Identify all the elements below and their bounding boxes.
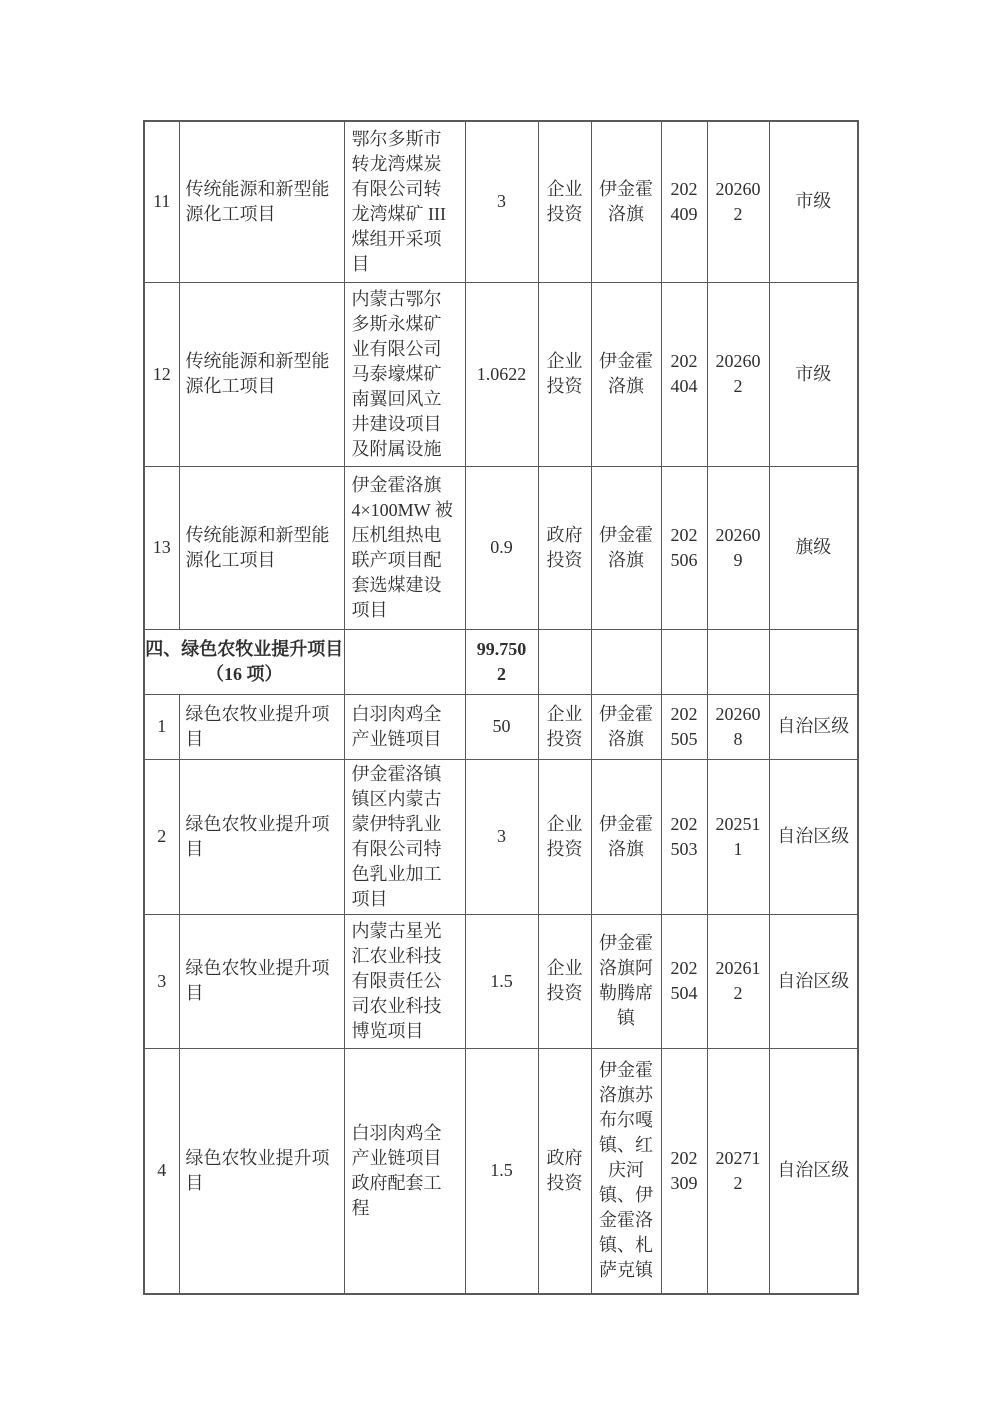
section-header-row [144, 629, 858, 694]
project-name-cell: 白羽肉鸡全产业链项目 [344, 694, 465, 759]
category-cell: 传统能源和新型能源化工项目 [179, 121, 344, 282]
investment-type-cell: 企业投资 [538, 914, 591, 1048]
project-name-cell: 伊金霍洛镇镇区内蒙古蒙伊特乳业有限公司特色乳业加工项目 [344, 759, 465, 914]
investment-type-cell: 企业投资 [538, 759, 591, 914]
end-date-cell: 202602 [707, 282, 769, 466]
amount-cell: 3 [465, 121, 538, 282]
empty-cell [591, 629, 661, 694]
level-cell: 自治区级 [769, 759, 858, 914]
end-date-cell: 202511 [707, 759, 769, 914]
project-name-cell: 内蒙古星光汇农业科技有限责任公司农业科技博览项目 [344, 914, 465, 1048]
location-cell: 伊金霍洛旗苏布尔嘎镇、红庆河镇、伊金霍洛镇、札萨克镇 [591, 1048, 661, 1294]
location-cell: 伊金霍洛旗 [591, 282, 661, 466]
start-date-cell: 202309 [661, 1048, 707, 1294]
investment-type-cell: 企业投资 [538, 694, 591, 759]
amount-cell: 1.5 [465, 1048, 538, 1294]
end-date-cell: 202608 [707, 694, 769, 759]
category-cell: 绿色农牧业提升项目 [179, 914, 344, 1048]
category-cell: 绿色农牧业提升项目 [179, 759, 344, 914]
start-date-cell: 202505 [661, 694, 707, 759]
project-name-cell: 内蒙古鄂尔多斯永煤矿业有限公司马泰壕煤矿南翼回风立井建设项目及附属设施 [344, 282, 465, 466]
category-cell: 传统能源和新型能源化工项目 [179, 466, 344, 629]
investment-type-cell: 政府投资 [538, 1048, 591, 1294]
end-date-cell: 202712 [707, 1048, 769, 1294]
seq-cell: 4 [144, 1048, 179, 1294]
start-date-cell: 202506 [661, 466, 707, 629]
location-cell: 伊金霍洛旗 [591, 466, 661, 629]
table-row [144, 694, 858, 759]
level-cell: 旗级 [769, 466, 858, 629]
level-cell: 自治区级 [769, 1048, 858, 1294]
section-title-cell [144, 629, 344, 694]
table-row [144, 466, 858, 629]
seq-cell: 12 [144, 282, 179, 466]
investment-type-cell: 政府投资 [538, 466, 591, 629]
empty-cell [538, 629, 591, 694]
start-date-cell: 202504 [661, 914, 707, 1048]
location-cell: 伊金霍洛旗 [591, 694, 661, 759]
level-cell: 自治区级 [769, 914, 858, 1048]
amount-cell: 3 [465, 759, 538, 914]
location-cell: 伊金霍洛旗 [591, 121, 661, 282]
start-date-cell: 202404 [661, 282, 707, 466]
start-date-cell: 202409 [661, 121, 707, 282]
empty-cell [661, 629, 707, 694]
empty-cell [707, 629, 769, 694]
seq-cell: 11 [144, 121, 179, 282]
investment-type-cell: 企业投资 [538, 121, 591, 282]
project-list-table [143, 120, 859, 1295]
seq-cell: 1 [144, 694, 179, 759]
table-row [144, 121, 858, 282]
level-cell: 自治区级 [769, 694, 858, 759]
section-count-text: （16 项） [206, 663, 283, 684]
amount-cell: 50 [465, 694, 538, 759]
empty-cell [344, 629, 465, 694]
table-row [144, 759, 858, 914]
seq-cell: 2 [144, 759, 179, 914]
table-row [144, 914, 858, 1048]
table-row [144, 1048, 858, 1294]
category-cell: 传统能源和新型能源化工项目 [179, 282, 344, 466]
project-name-cell: 鄂尔多斯市转龙湾煤炭有限公司转龙湾煤矿 III 煤组开采项目 [344, 121, 465, 282]
end-date-cell: 202612 [707, 914, 769, 1048]
amount-cell: 0.9 [465, 466, 538, 629]
category-cell: 绿色农牧业提升项目 [179, 694, 344, 759]
seq-cell: 13 [144, 466, 179, 629]
category-cell: 绿色农牧业提升项目 [179, 1048, 344, 1294]
section-title-text: 四、绿色农牧业提升项目 [145, 638, 344, 659]
start-date-cell: 202503 [661, 759, 707, 914]
level-cell: 市级 [769, 121, 858, 282]
amount-cell: 1.5 [465, 914, 538, 1048]
level-cell: 市级 [769, 282, 858, 466]
seq-cell: 3 [144, 914, 179, 1048]
location-cell: 伊金霍洛旗阿勒腾席镇 [591, 914, 661, 1048]
investment-type-cell: 企业投资 [538, 282, 591, 466]
table-row [144, 282, 858, 466]
end-date-cell: 202609 [707, 466, 769, 629]
project-name-cell: 白羽肉鸡全产业链项目政府配套工程 [344, 1048, 465, 1294]
empty-cell [769, 629, 858, 694]
end-date-cell: 202602 [707, 121, 769, 282]
section-amount-cell: 99.7502 [465, 629, 538, 694]
location-cell: 伊金霍洛旗 [591, 759, 661, 914]
project-name-cell: 伊金霍洛旗 4×100MW 被压机组热电联产项目配套选煤建设项目 [344, 466, 465, 629]
amount-cell: 1.0622 [465, 282, 538, 466]
